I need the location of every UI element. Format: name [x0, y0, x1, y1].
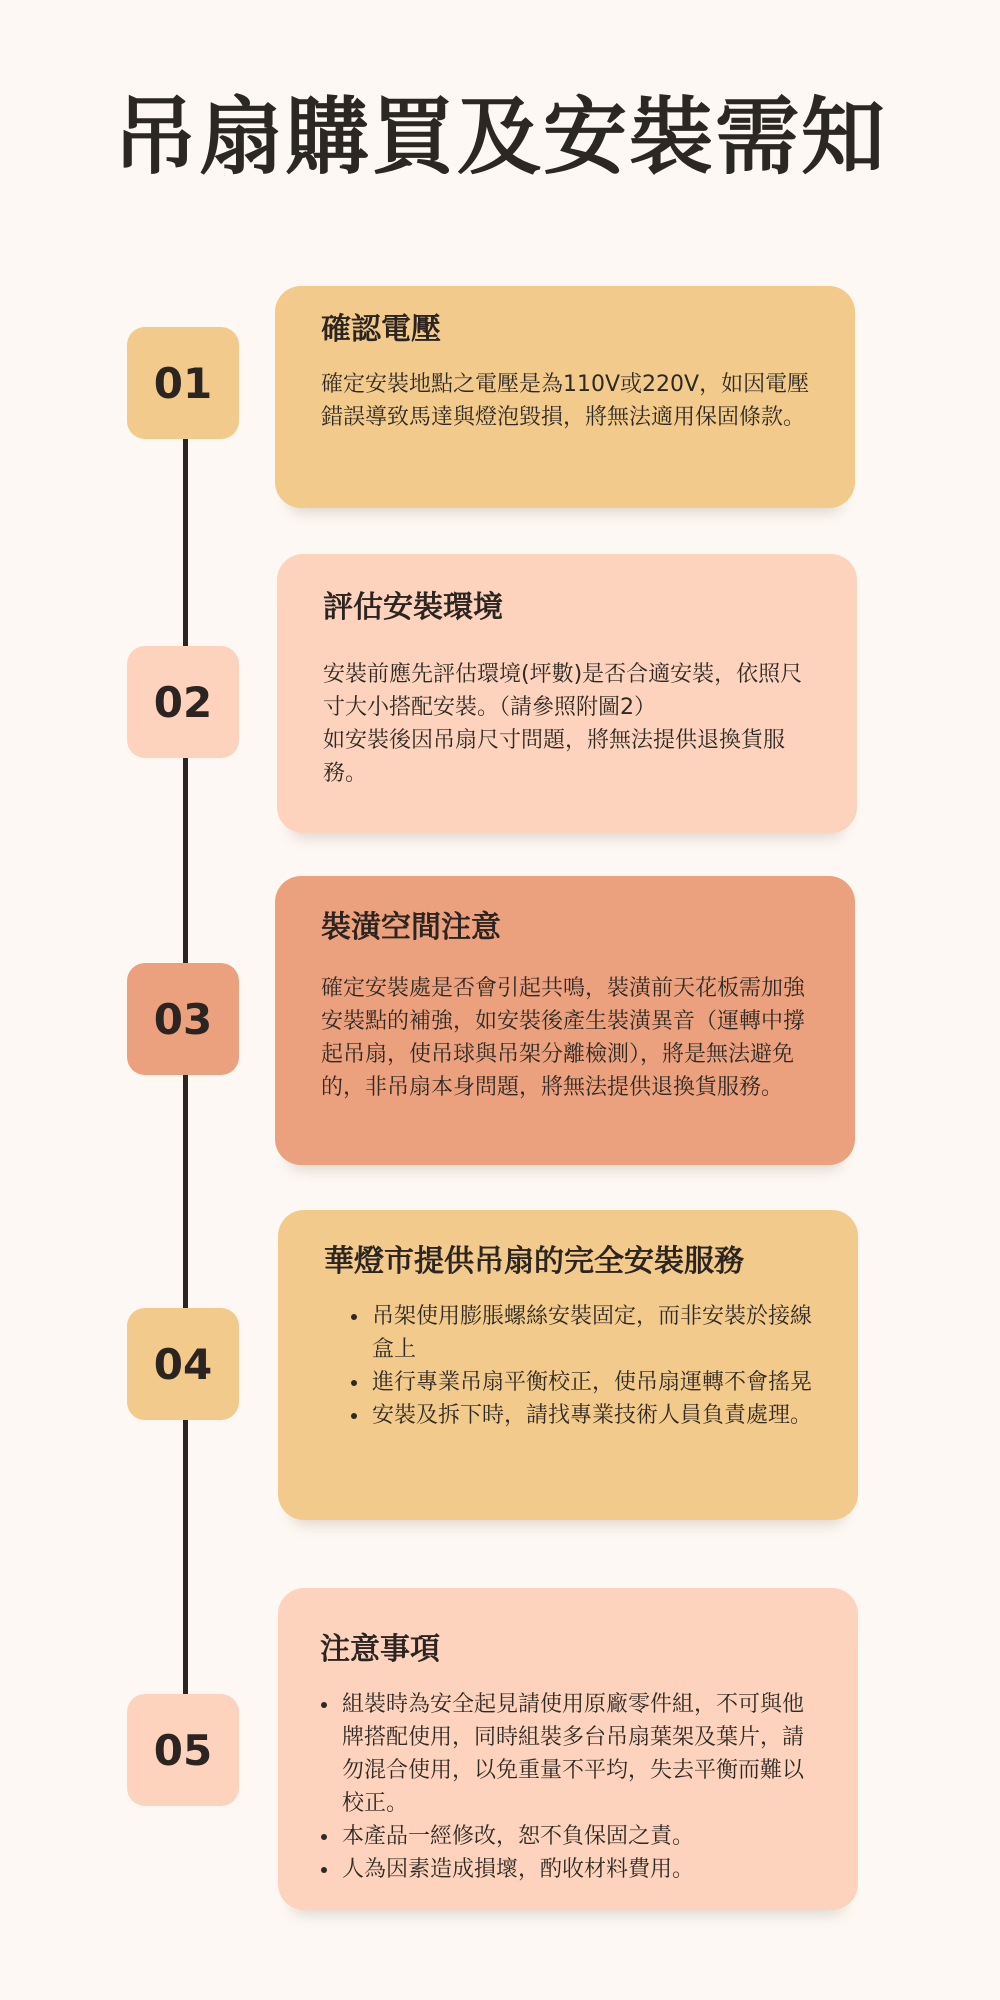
list-item: • 本產品一經修改，恕不負保固之責。 — [340, 1820, 818, 1853]
step-body: 確定安裝地點之電壓是為110V或220V，如因電壓錯誤導致馬達與燈泡毀損，將無法適用保固條款。 — [321, 372, 810, 430]
step-card-precautions — [278, 1588, 858, 1910]
step-card-installation-service — [278, 1210, 858, 1520]
step-body-line: 如安裝後因吊扇尺寸問題，將無法提供退換貨服務。 — [323, 728, 786, 786]
step-heading: 確認電壓 — [321, 312, 441, 347]
step-card-assess-environment — [277, 554, 857, 833]
list-item: • 安裝及拆下時，請找專業技術人員負責處理。 — [370, 1399, 818, 1432]
step-heading: 華燈市提供吊扇的完全安裝服務 — [324, 1244, 744, 1279]
step-heading: 裝潢空間注意 — [321, 910, 501, 945]
step-number-badge: 04 — [127, 1308, 239, 1420]
step-card-confirm-voltage — [275, 286, 855, 508]
list-item: • 人為因素造成損壞，酌收材料費用。 — [340, 1853, 818, 1886]
step-body-line: 安裝前應先評估環境(坪數)是否合適安裝，依照尺寸大小搭配安裝。（請參照附圖2） — [323, 662, 803, 720]
bullet-list — [320, 1688, 818, 1886]
step-number-badge: 01 — [127, 327, 239, 439]
step-number-badge: 03 — [127, 963, 239, 1075]
list-item: • 組裝時為安全起見請使用原廠零件組，不可與他牌搭配使用，同時組裝多台吊扇葉架及葉片，請勿混合使用，以免重量不平均，失去平衡而難以校正。 — [340, 1688, 818, 1820]
step-card-renovation-notes — [275, 876, 855, 1165]
step-number-badge: 02 — [127, 646, 239, 758]
step-body: 確定安裝處是否會引起共鳴，裝潢前天花板需加強安裝點的補強，如安裝後產生裝潢異音（運轉中撐起吊扇，使吊球與吊架分離檢測），將是無法避免的，非吊扇本身問題，將無法提供退換貨服務。 — [321, 976, 806, 1100]
step-number-badge: 05 — [127, 1694, 239, 1806]
bullet-list — [324, 1300, 818, 1432]
step-heading: 注意事項 — [320, 1632, 440, 1667]
step-heading: 評估安裝環境 — [323, 590, 503, 625]
list-item: • 吊架使用膨脹螺絲安裝固定，而非安裝於接線盒上 — [370, 1300, 818, 1366]
page-title: 吊扇購買及安裝需知 — [112, 88, 887, 186]
list-item: • 進行專業吊扇平衡校正，使吊扇運轉不會搖晃 — [370, 1366, 818, 1399]
